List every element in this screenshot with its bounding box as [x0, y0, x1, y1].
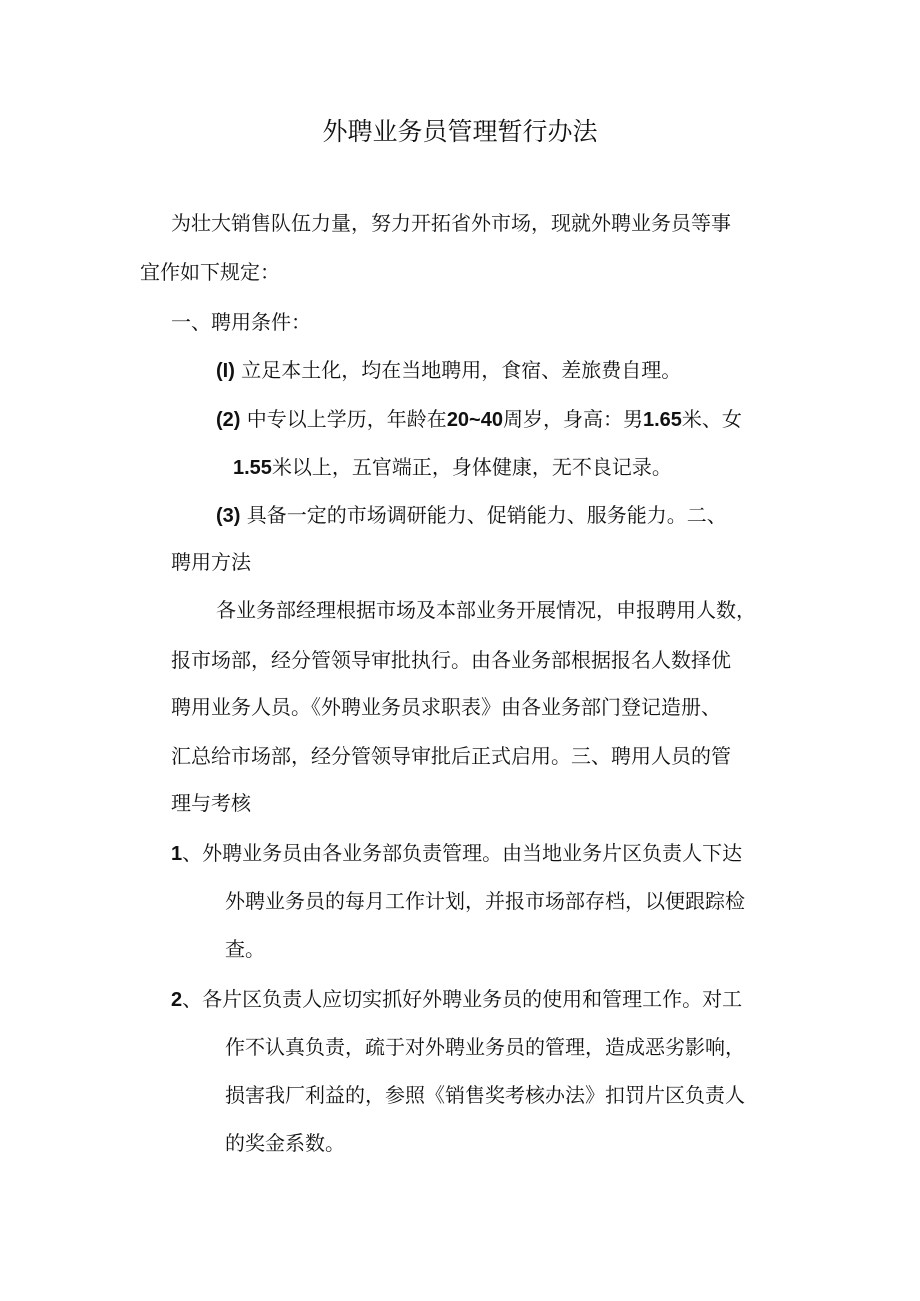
condition-2-continued-text: 米以上，五官端正，身体健康，无不良记录。 [271, 455, 672, 479]
document-title: 外聘业务员管理暂行办法 [322, 117, 598, 146]
condition-3 [216, 499, 727, 532]
condition-1 [216, 354, 681, 387]
rule-1-text: 、外聘业务员由各业务部负责管理。由当地业务片区负责人下达 [182, 841, 743, 865]
condition-2 [216, 403, 742, 436]
rule-2-line-2: 作不认真负责，疏于对外聘业务员的管理，造成恶劣影响， [225, 1035, 745, 1059]
section-3-heading: 理与考核 [171, 791, 251, 815]
section-2-heading: 聘用方法 [171, 550, 251, 574]
rule-2-number: 2 [171, 989, 183, 1011]
rule-1-line-3: 查。 [225, 937, 265, 961]
method-line-3: 聘用业务人员。《外聘业务员求职表》由各业务部门登记造册、 [171, 695, 721, 719]
condition-2-number: (2) [216, 409, 241, 431]
rule-2-line-4: 的奖金系数。 [225, 1131, 345, 1155]
condition-2-male-height: 1.65 [642, 409, 682, 431]
condition-2-age-range: 20~40 [446, 409, 503, 431]
method-line-1: 各业务部经理根据市场及本部业务开展情况，申报聘用人数， [216, 598, 756, 622]
condition-1-text: 立足本土化，均在当地聘用，食宿、差旅费自理。 [234, 358, 682, 382]
intro-line-2: 宜作如下规定： [140, 260, 280, 284]
rule-2-line-3: 损害我厂利益的，参照《销售奖考核办法》扣罚片区负责人 [225, 1083, 745, 1107]
condition-1-number: (I) [216, 360, 235, 382]
intro-line-1: 为壮大销售队伍力量，努力开拓省外市场，现就外聘业务员等事 [171, 211, 731, 235]
rule-1 [171, 837, 742, 870]
rule-2-text: 、各片区负责人应切实抓好外聘业务员的使用和管理工作。对工 [182, 987, 743, 1011]
method-line-4: 汇总给市场部，经分管领导审批后正式启用。三、聘用人员的管 [171, 744, 731, 768]
rule-1-number: 1 [171, 843, 183, 865]
method-line-2: 报市场部，经分管领导审批执行。由各业务部根据报名人数择优 [171, 648, 731, 672]
condition-3-number: (3) [216, 505, 241, 527]
condition-2-text-a: 中专以上学历，年龄在 [240, 407, 447, 431]
rule-2 [171, 983, 742, 1016]
condition-2-text-b: 周岁，身高：男 [502, 407, 643, 431]
condition-2-female-height: 1.55 [233, 457, 272, 479]
condition-2-text-c: 米、女 [681, 407, 742, 431]
condition-2-continued [233, 451, 672, 484]
condition-3-text: 具备一定的市场调研能力、促销能力、服务能力。二、 [240, 503, 727, 527]
rule-1-line-2: 外聘业务员的每月工作计划，并报市场部存档，以便跟踪检 [225, 889, 745, 913]
section-1-heading: 一、聘用条件： [171, 310, 311, 334]
